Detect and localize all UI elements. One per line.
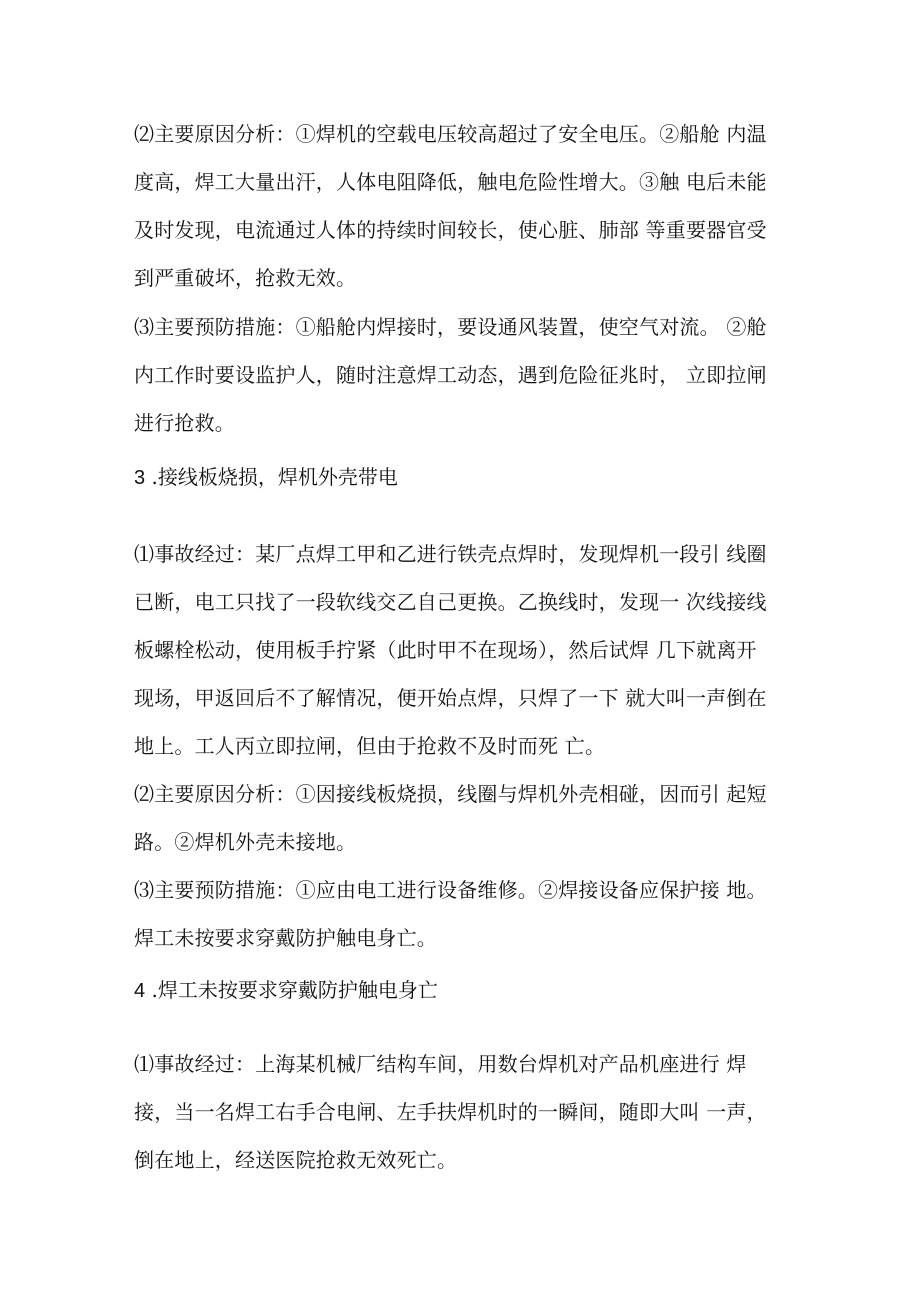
section-heading-4: [134, 966, 438, 1015]
text-line: 到严重破坏，抢救无效。: [134, 266, 357, 290]
text-line: 地上。工人丙立即拉闸，但由于抢救不及时而死 亡。: [134, 734, 606, 758]
text-line: ⑴事故经过：上海某机械厂结构车间，用数台焊机对产品机座进行 焊: [134, 1052, 747, 1076]
text-line: 路。②焊机外壳未接地。: [134, 830, 357, 854]
heading-title: .焊工未按要求穿戴防护触电身亡: [151, 978, 438, 1002]
text-line: 焊工未按要求穿戴防护触电身亡。: [134, 926, 437, 950]
paragraph-prevention-3: [134, 866, 784, 962]
heading-number: 4: [134, 980, 146, 1002]
section-heading-3: [134, 453, 398, 502]
text-line: 及时发现，电流通过人体的持续时间较长，使心脏、肺部 等重要器官受: [134, 218, 767, 242]
paragraph-accident-process-4: [134, 1040, 784, 1184]
text-line: 内工作时要设监护人，随时注意焊工动态，遇到危险征兆时， 立即拉闸: [134, 363, 767, 387]
text-line: 现场，甲返回后不了解情况，便开始点焊，只焊了一下 就大叫一声倒在: [134, 686, 767, 710]
text-line: 接，当一名焊工右手合电闸、左手扶焊机时的一瞬间，随即大叫 一声，: [134, 1100, 767, 1124]
text-line: ⑴事故经过：某厂点焊工甲和乙进行铁壳点焊时，发现焊机一段引 线圈: [134, 542, 767, 566]
heading-title: .接线板烧损，焊机外壳带电: [151, 465, 398, 489]
text-line: 倒在地上，经送医院抢救无效死亡。: [134, 1148, 458, 1172]
paragraph-cause-analysis-3: [134, 770, 784, 866]
text-line: 板螺栓松动，使用板手拧紧（此时甲不在现场），然后试焊 几下就离开: [134, 638, 757, 662]
paragraph-accident-process-3: [134, 530, 784, 770]
paragraph-prevention-2: [134, 303, 784, 447]
heading-number: 3: [134, 467, 146, 489]
text-line: 度高，焊工大量出汗，人体电阻降低，触电危险性增大。③触 电后未能: [134, 170, 767, 194]
text-line: 已断，电工只找了一段软线交乙自己更换。乙换线时，发现一 次线接线: [134, 590, 767, 614]
text-line: ⑶主要预防措施：①船舱内焊接时，要设通风装置，使空气对流。 ②舱: [134, 315, 767, 339]
text-line: 进行抢救。: [134, 411, 235, 435]
text-line: ⑵主要原因分析：①焊机的空载电压较高超过了安全电压。②船舱 内温: [134, 122, 767, 146]
text-line: ⑵主要原因分析：①因接线板烧损，线圈与焊机外壳相碰，因而引 起短: [134, 782, 767, 806]
text-line: ⑶主要预防措施：①应由电工进行设备维修。②焊接设备应保护接 地。: [134, 878, 767, 902]
paragraph-cause-analysis-2: [134, 110, 784, 302]
